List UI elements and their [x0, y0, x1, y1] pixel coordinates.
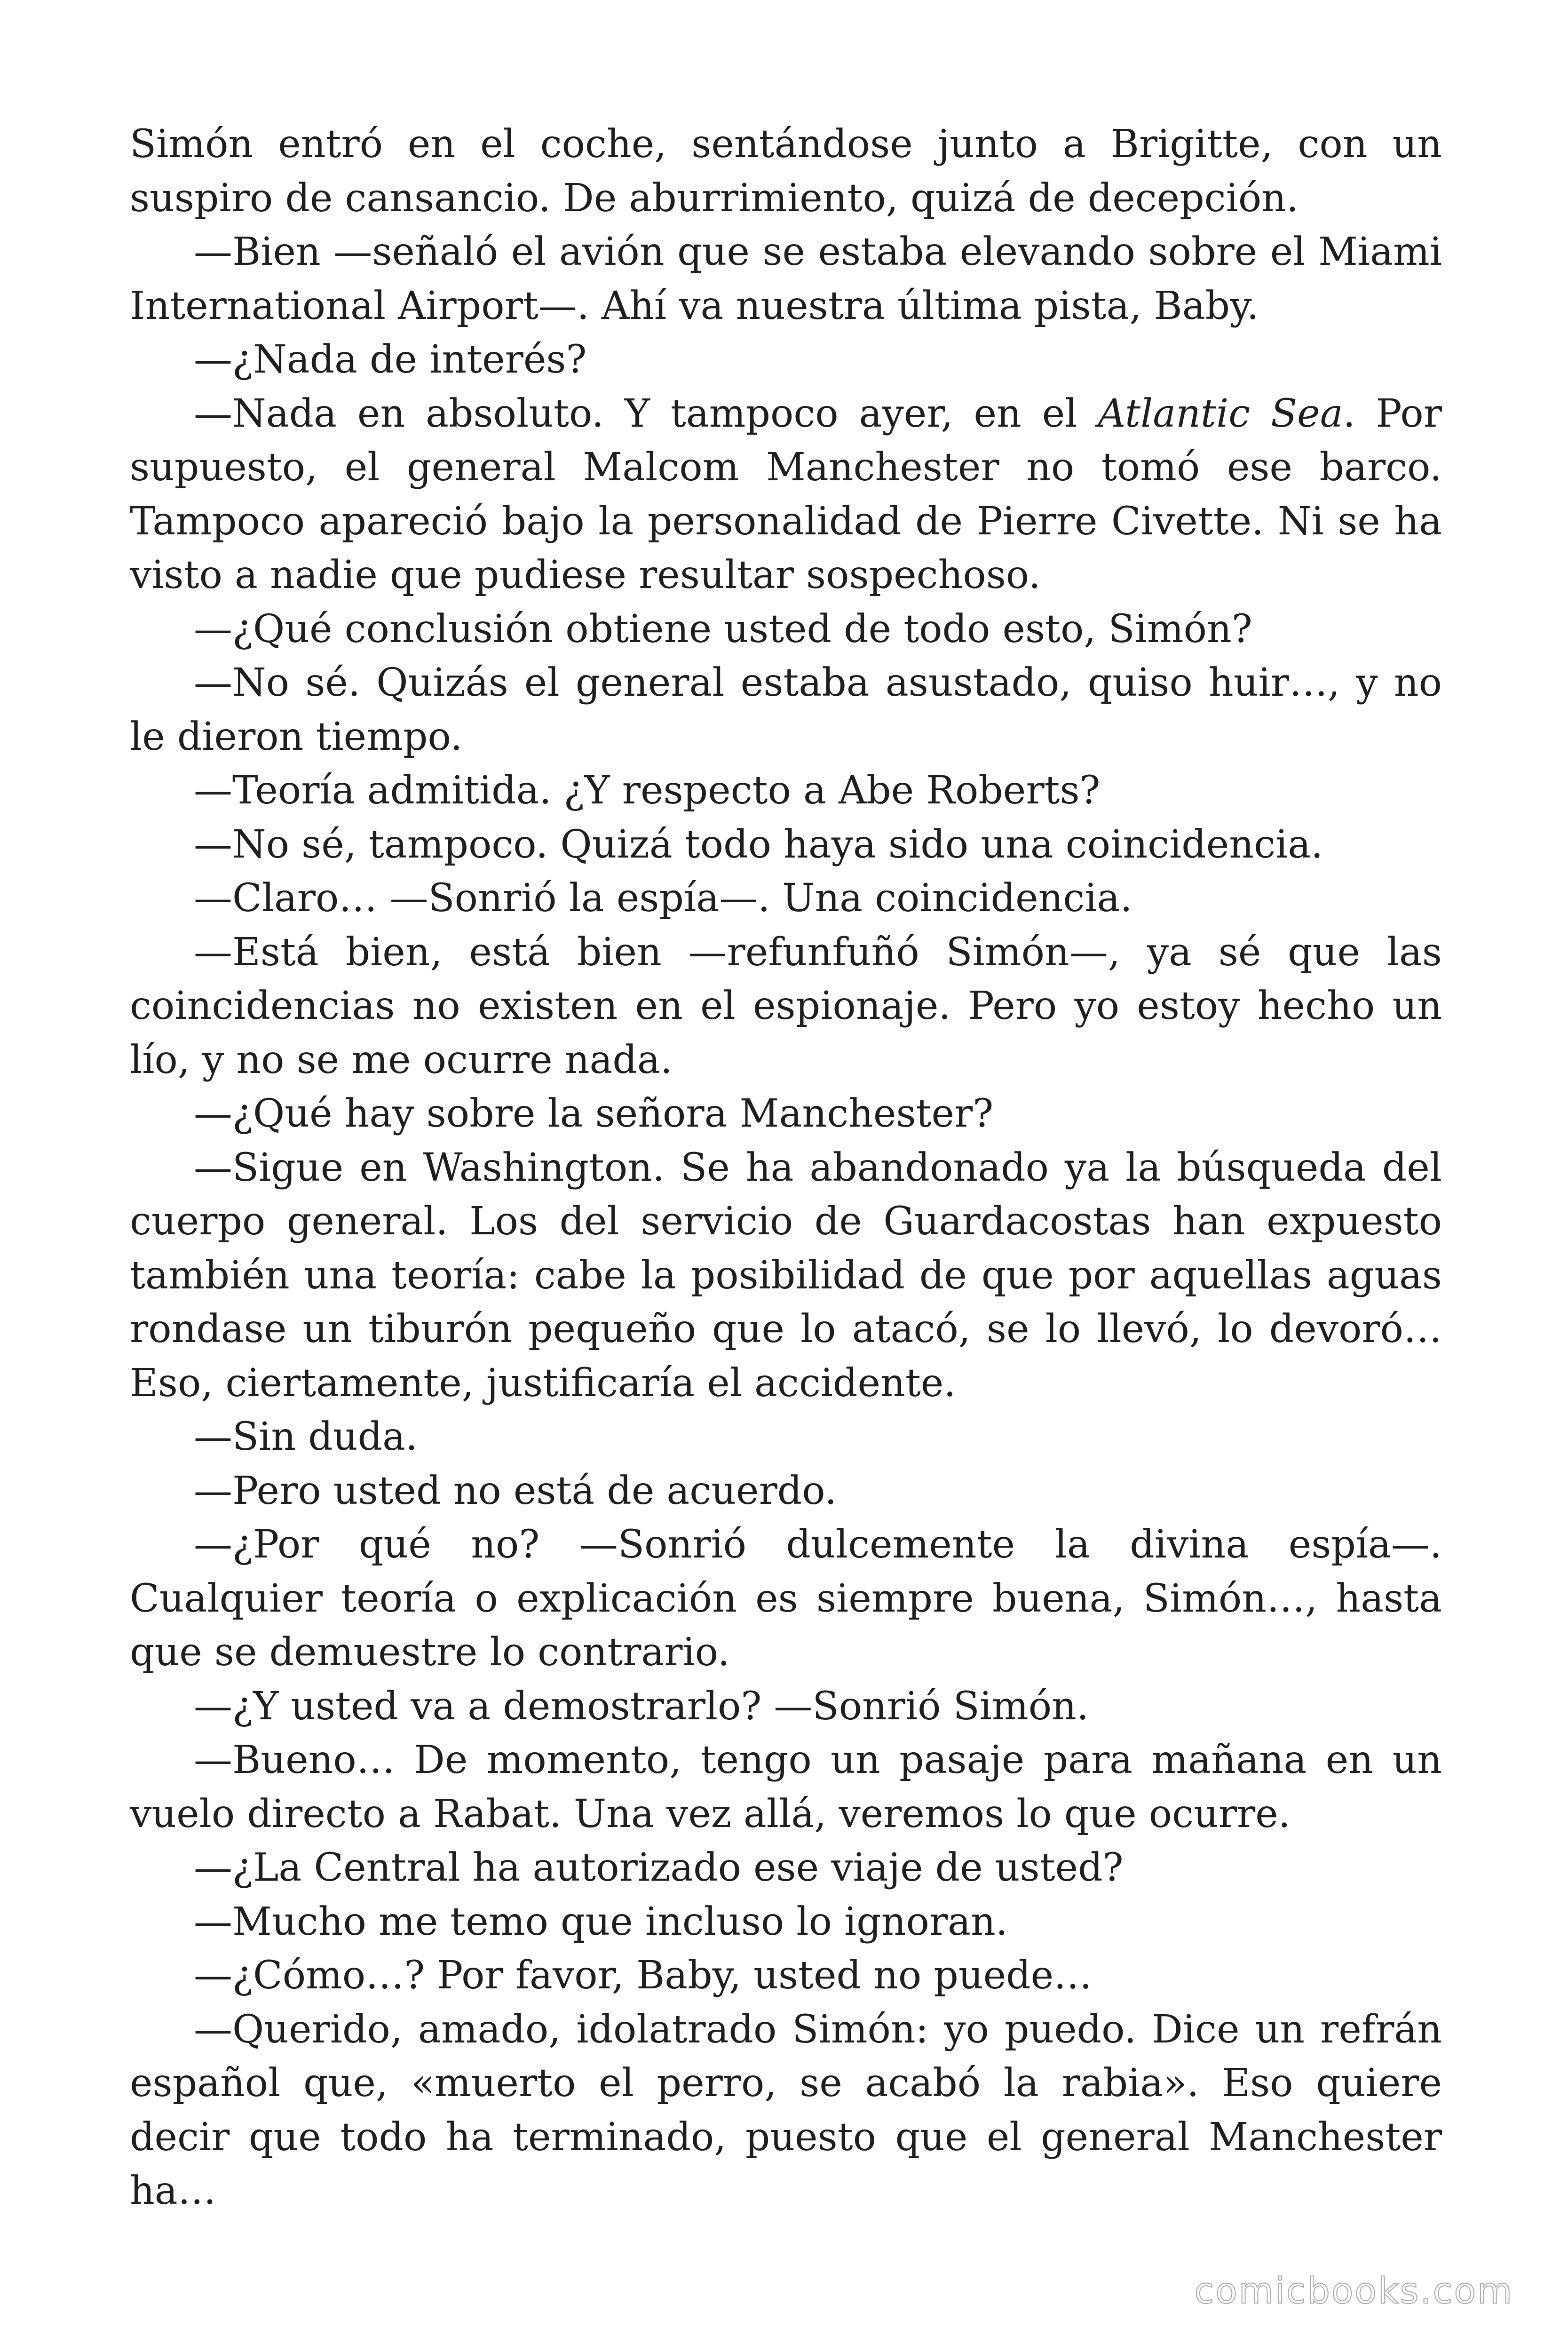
dialogue-paragraph: —Bien —señaló el avión que se estaba elevando sobre el Miami International Airport—. Ahí va nuestra última pista, Baby.	[130, 230, 1442, 328]
dialogue-paragraph: —¿Y usted va a demostrarlo? —Sonrió Simón.	[194, 1684, 1089, 1729]
dialogue-paragraph	[130, 387, 1442, 603]
dialogue-paragraph: —Sigue en Washington. Se ha abandonado ya la búsqueda del cuerpo general. Los del servicio de Guardacostas han expuesto también una teoría: cabe la posibilidad de que por aquellas aguas rondase un tiburón pequeño que lo atacó, se lo llevó, lo devoró… Eso, ciertamente, justificaría el accidente.	[130, 1145, 1442, 1406]
dialogue-paragraph: —¿La Central ha autorizado ese viaje de usted?	[194, 1845, 1124, 1890]
dialogue-paragraph: —Mucho me temo que incluso lo ignoran.	[194, 1899, 1008, 1944]
dialogue-paragraph: —¿Qué conclusión obtiene usted de todo esto, Simón?	[194, 606, 1252, 652]
book-page-text	[130, 118, 1442, 2218]
dialogue-paragraph: —Pero usted no está de acuerdo.	[194, 1468, 837, 1513]
dialogue-paragraph: —¿Por qué no? —Sonrió dulcemente la divina espía—. Cualquier teoría o explicación es siempre buena, Simón…, hasta que se demuestre lo contrario.	[130, 1522, 1442, 1675]
dialogue-paragraph: —Querido, amado, idolatrado Simón: yo puedo. Dice un refrán español que, «muerto el perro, se acabó la rabia». Eso quiere decir que todo ha terminado, puesto que el general Manchester ha…	[130, 2007, 1442, 2213]
dialogue-text: . Por supuesto, el general Malcom Manchester no tomó ese barco. Tampoco apareció bajo la personalidad de Pierre Civette. Ni se ha visto a nadie que pudiese resultar sospechoso.	[130, 391, 1442, 597]
paragraph: Simón entró en el coche, sentándose junto a Brigitte, con un suspiro de cansancio. De aburrimiento, quizá de decepción.	[130, 122, 1442, 221]
dialogue-paragraph: —Teoría admitida. ¿Y respecto a Abe Roberts?	[194, 768, 1101, 813]
dialogue-text: —Nada en absoluto. Y tampoco ayer, en el	[194, 391, 1098, 436]
dialogue-paragraph: —¿Cómo…? Por favor, Baby, usted no puede…	[194, 1953, 1093, 1998]
dialogue-paragraph: —Sin duda.	[194, 1414, 418, 1459]
dialogue-paragraph: —No sé. Quizás el general estaba asustado, quiso huir…, y no le dieron tiempo.	[130, 660, 1442, 759]
dialogue-paragraph: —Está bien, está bien —refunfuñó Simón—, ya sé que las coincidencias no existen en el espionaje. Pero yo estoy hecho un lío, y no se me ocurre nada.	[130, 930, 1442, 1082]
dialogue-paragraph: —¿Nada de interés?	[194, 337, 587, 382]
dialogue-paragraph: —¿Qué hay sobre la señora Manchester?	[194, 1091, 994, 1136]
dialogue-paragraph: —Bueno… De momento, tengo un pasaje para mañana en un vuelo directo a Rabat. Una vez allá, veremos lo que ocurre.	[130, 1738, 1442, 1836]
watermark: comicbooks.com	[1194, 2270, 1513, 2312]
dialogue-paragraph: —No sé, tampoco. Quizá todo haya sido una coincidencia.	[194, 822, 1323, 867]
dialogue-paragraph: —Claro… —Sonrió la espía—. Una coincidencia.	[194, 876, 1132, 921]
ship-name-italic: Atlantic Sea	[1098, 391, 1343, 436]
